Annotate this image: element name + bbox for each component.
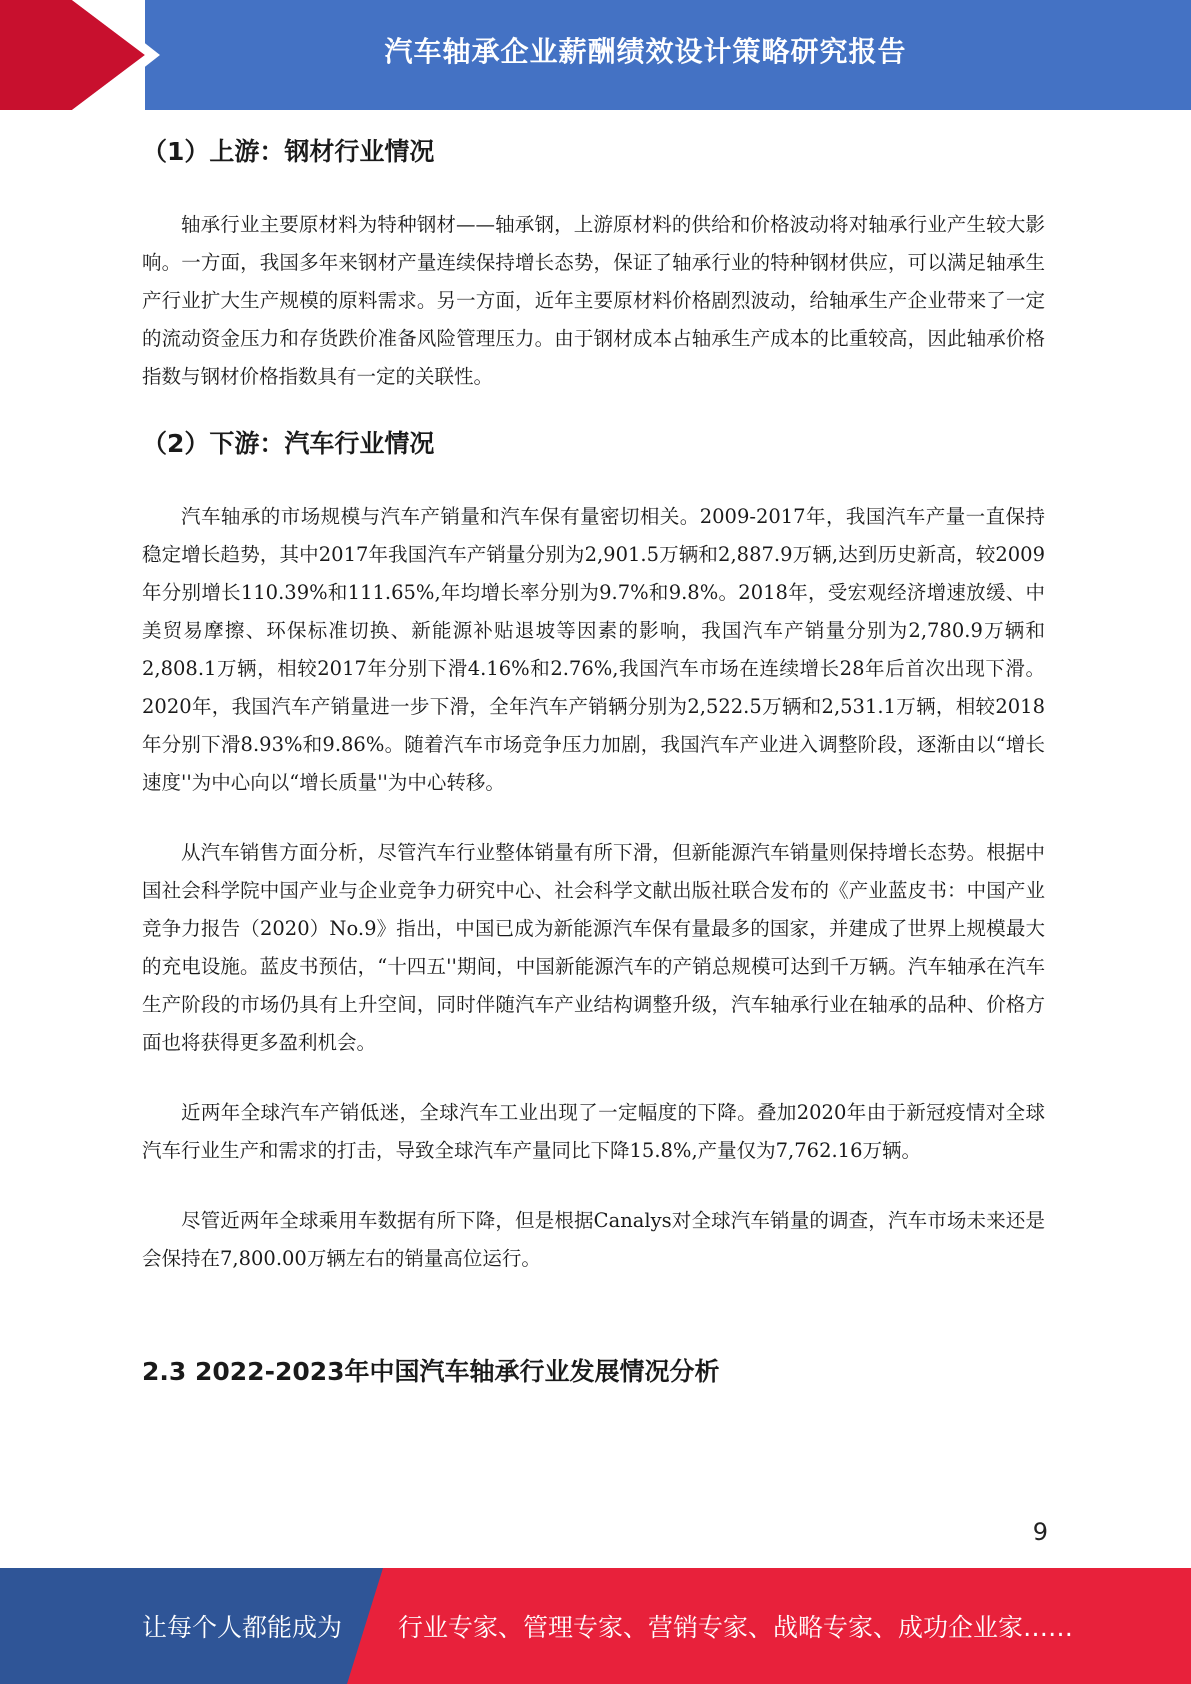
- report-title: 汽车轴承企业薪酬绩效设计策略研究报告: [384, 35, 907, 68]
- footer-slogan-left: 让每个人都能成为: [142, 1613, 343, 1642]
- heading-section-2-3: 2.3 2022-2023年中国汽车轴承行业发展情况分析: [142, 1357, 720, 1386]
- heading-downstream: （2）下游：汽车行业情况: [142, 429, 435, 458]
- footer-slogan-right: 行业专家、管理专家、营销专家、战略专家、成功企业家……: [398, 1613, 1074, 1642]
- heading-upstream: （1）上游：钢材行业情况: [142, 137, 435, 166]
- paragraph-upstream: 轴承行业主要原材料为特种钢材——轴承钢，上游原材料的供给和价格波动将对轴承行业产生较大影响。一方面，我国多年来钢材产量连续保持增长态势，保证了轴承行业的特种钢材供应，可以满足轴承生产行业扩大生产规模的原料需求。另一方面，近年主要原材料价格剧烈波动，给轴承生产企业带来了一定的流动资金压力和存货跌价准备风险管理压力。由于钢材成本占轴承生产成本的比重较高，因此轴承价格指数与钢材价格指数具有一定的关联性。: [142, 213, 1045, 388]
- paragraph-downstream-4: 尽管近两年全球乘用车数据有所下降，但是根据Canalys对全球汽车销量的调查，汽车市场未来还是会保持在7,800.00万辆左右的销量高位运行。: [142, 1209, 1045, 1270]
- paragraph-downstream-3: 近两年全球汽车产销低迷，全球汽车工业出现了一定幅度的下降。叠加2020年由于新冠疫情对全球汽车行业生产和需求的打击，导致全球汽车产量同比下降15.8%,产量仅为7,762.16万辆。: [142, 1101, 1045, 1162]
- page-number: 9: [1032, 1518, 1048, 1546]
- page-footer: [0, 1568, 1191, 1684]
- paragraph-downstream-2: 从汽车销售方面分析，尽管汽车行业整体销量有所下滑，但新能源汽车销量则保持增长态势。根据中国社会科学院中国产业与企业竞争力研究中心、社会科学文献出版社联合发布的《产业蓝皮书：中国产业竞争力报告（2020）No.9》指出，中国已成为新能源汽车保有量最多的国家，并建成了世界上规模最大的充电设施。蓝皮书预估，“十四五''期间，中国新能源汽车的产销总规模可达到千万辆。汽车轴承在汽车生产阶段的市场仍具有上升空间，同时伴随汽车产业结构调整升级，汽车轴承行业在轴承的品种、价格方面也将获得更多盈利机会。: [142, 841, 1045, 1054]
- page-header: [0, 0, 1191, 110]
- paragraph-downstream-1: 汽车轴承的市场规模与汽车产销量和汽车保有量密切相关。2009-2017年，我国汽车产量一直保持稳定增长趋势，其中2017年我国汽车产销量分别为2,901.5万辆和2,887.9万辆,达到历史新高，较2009年分别增长110.39%和111.65%,年均增长率分别为9.7%和9.8%。2018年，受宏观经济增速放缓、中美贸易摩擦、环保标准切换、新能源补贴退坡等因素的影响，我国汽车产销量分别为2,780.9万辆和2,808.1万辆，相较2017年分别下滑4.16%和2.76%,我国汽车市场在连续增长28年后首次出现下滑。2020年，我国汽车产销量进一步下滑，全年汽车产销辆分别为2,522.5万辆和2,531.1万辆，相较2018年分别下滑8.93%和9.86%。随着汽车市场竞争压力加剧，我国汽车产业进入调整阶段，逐渐由以“增长速度''为中心向以“增长质量''为中心转移。: [142, 505, 1045, 794]
